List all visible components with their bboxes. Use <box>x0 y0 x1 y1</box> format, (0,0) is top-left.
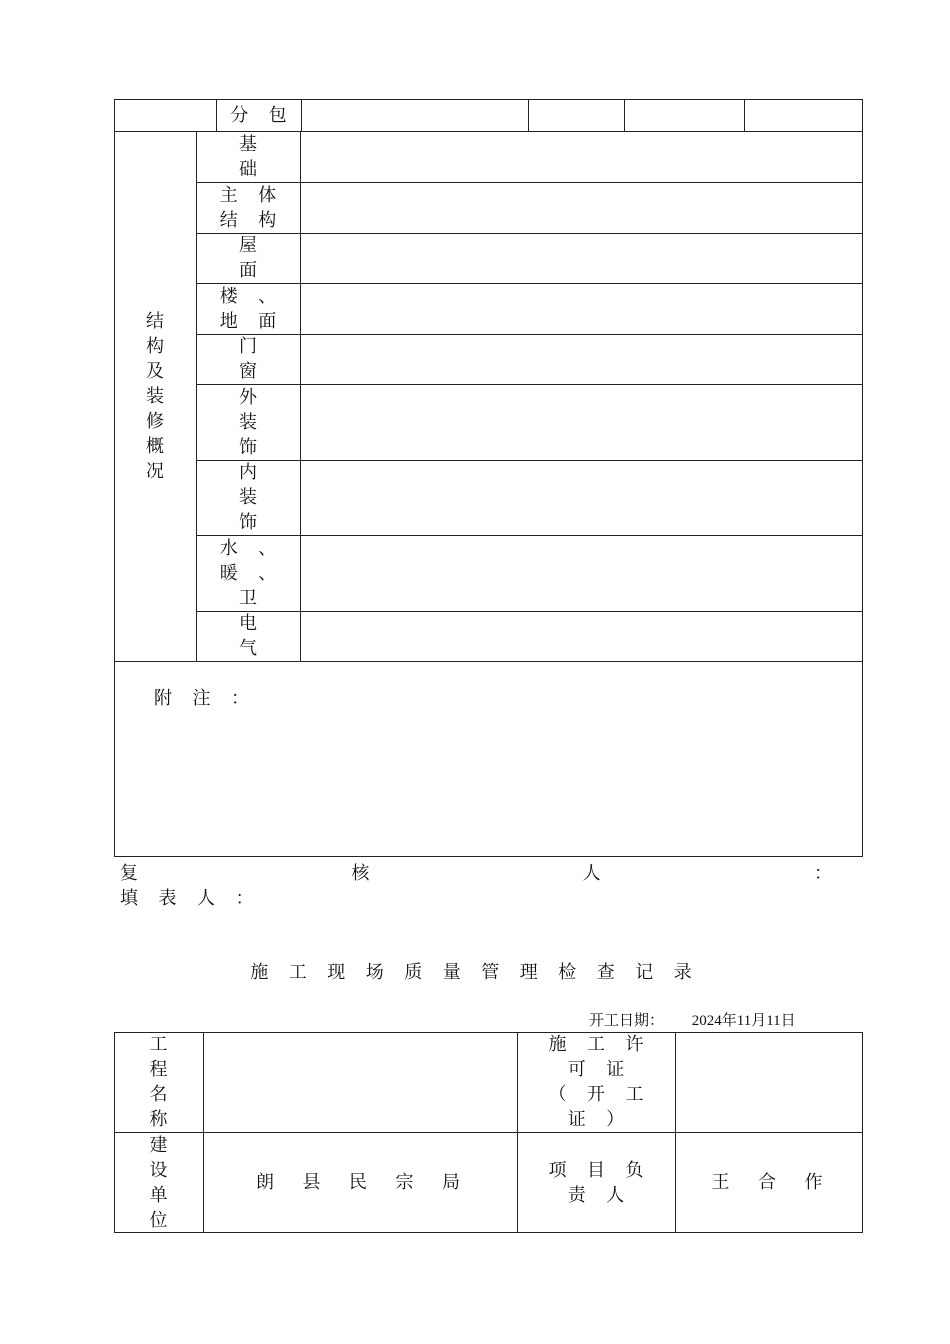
item-label-line: 电 <box>239 613 265 633</box>
item-content-field[interactable] <box>301 536 862 610</box>
start-date-value: 2024年11月11日 <box>691 1013 796 1029</box>
item-label <box>196 611 300 661</box>
item-label <box>196 460 300 535</box>
project-name-label-char: 程 <box>149 1059 176 1079</box>
reviewer-label-char: ： <box>813 863 832 883</box>
item-label-line: 卫 <box>239 587 265 608</box>
start-date-label: 开工日期： <box>589 1013 665 1029</box>
item-label-line: 础 <box>239 158 265 179</box>
item-content-field[interactable] <box>301 461 862 534</box>
owner-label-char: 设 <box>149 1159 176 1180</box>
permit-field[interactable] <box>676 1033 862 1131</box>
item-content-field[interactable] <box>301 385 862 459</box>
subcontract-label: 分 包 <box>230 104 295 125</box>
start-date <box>589 1009 796 1030</box>
section-label-char: 构 <box>146 335 172 356</box>
item-label <box>196 334 300 384</box>
item-content-field[interactable] <box>301 335 862 383</box>
owner-label-char: 位 <box>149 1209 176 1230</box>
section-label-char: 及 <box>146 360 172 381</box>
record-title: 施 工 现 场 质 量 管 理 检 查 记 录 <box>250 962 700 982</box>
item-content-field[interactable] <box>301 132 862 181</box>
remarks-field[interactable] <box>115 705 862 855</box>
section-label-char: 装 <box>146 385 172 406</box>
reviewer-label-char: 核 <box>351 863 370 883</box>
item-label-line: 饰 <box>239 436 265 457</box>
manager-value: 王 合 作 <box>711 1172 835 1192</box>
structure-decoration-section-label <box>114 131 196 661</box>
permit-label <box>517 1032 675 1132</box>
manager-label-line: 项 目 负 <box>548 1159 652 1180</box>
item-label <box>196 131 300 182</box>
owner-label-char: 建 <box>149 1134 176 1155</box>
item-label <box>196 384 300 460</box>
item-label-line: 结 构 <box>219 209 285 230</box>
item-label-line: 楼 、 <box>219 285 285 306</box>
item-content-field[interactable] <box>301 183 862 232</box>
item-label-line: 装 <box>239 487 265 507</box>
owner-label-char: 单 <box>149 1184 176 1205</box>
item-label-line: 饰 <box>239 512 265 532</box>
item-label-line: 地 面 <box>219 310 285 331</box>
section-label-char: 概 <box>146 435 172 456</box>
project-name-label-char: 名 <box>149 1084 176 1104</box>
section-label-char: 结 <box>146 310 172 331</box>
item-label-line: 装 <box>239 411 265 432</box>
reviewer-label-char: 人 <box>582 863 601 883</box>
item-content-field[interactable] <box>301 284 862 333</box>
subcontract-row <box>114 99 863 131</box>
item-label-line: 内 <box>239 462 265 482</box>
permit-label-line: 可 证 <box>567 1059 633 1079</box>
manager-label-line: 责 人 <box>567 1184 633 1205</box>
permit-label-line: 施 工 许 <box>548 1034 652 1054</box>
project-name-field[interactable] <box>204 1033 516 1131</box>
owner-value: 朗 县 民 宗 局 <box>256 1172 472 1192</box>
project-name-label <box>114 1032 203 1132</box>
item-content-field[interactable] <box>301 234 862 282</box>
item-label-line: 窗 <box>239 361 265 381</box>
section-label-char: 况 <box>146 460 172 481</box>
section-label-char: 修 <box>146 410 172 431</box>
item-label <box>196 182 300 233</box>
item-label-line: 门 <box>239 336 265 356</box>
item-label-line: 屋 <box>239 235 265 255</box>
item-label <box>196 535 300 611</box>
reviewer-row <box>120 859 832 884</box>
reviewer-label-char: 复 <box>120 863 138 883</box>
remarks-label: 附 注 ： <box>154 688 257 708</box>
owner-label <box>114 1132 203 1233</box>
item-label <box>196 233 300 283</box>
item-label-line: 水 、 <box>219 537 285 558</box>
item-label-line: 主 体 <box>219 184 285 205</box>
manager-label <box>517 1132 675 1233</box>
item-label-line: 外 <box>239 386 265 407</box>
item-label-line: 暖 、 <box>219 562 285 583</box>
item-content-field[interactable] <box>301 612 862 660</box>
permit-label-line: （ 开 工 <box>548 1084 652 1104</box>
item-label-line: 基 <box>239 133 265 154</box>
filler-label: 填 表 人 ： <box>120 888 262 908</box>
item-label-line: 面 <box>239 260 265 280</box>
item-label <box>196 283 300 334</box>
permit-label-line: 证 ） <box>567 1109 633 1129</box>
item-label-line: 气 <box>239 638 265 658</box>
project-name-label-char: 工 <box>149 1034 176 1054</box>
project-name-label-char: 称 <box>149 1109 176 1129</box>
